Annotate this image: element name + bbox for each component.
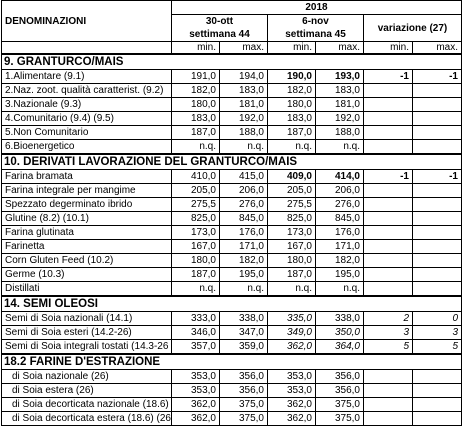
- week45-min-cell: n.q.: [268, 282, 316, 297]
- row-label: di Soia decorticata nazionale (18.6): [2, 398, 172, 412]
- week45-max-cell: 192,0: [316, 112, 364, 126]
- week45-min-cell: 173,0: [268, 226, 316, 240]
- week44-min-cell: 187,0: [172, 268, 220, 282]
- week44-min-cell: 362,0: [172, 412, 220, 426]
- week44-min-cell: 191,0: [172, 70, 220, 84]
- variazione-min-cell: [364, 212, 413, 226]
- week45-min-cell: 362,0: [268, 398, 316, 412]
- variazione-min-cell: [364, 198, 413, 212]
- week44-max-cell: 338,0: [220, 312, 268, 326]
- section-title: 14. SEMI OLEOSI: [2, 296, 462, 312]
- week44-min-cell: 275,5: [172, 198, 220, 212]
- week45-min-cell: 349,0: [268, 326, 316, 340]
- date-week45: 6-nov: [268, 15, 364, 29]
- row-label: Farinetta: [2, 240, 172, 254]
- week45-max-cell: 206,0: [316, 184, 364, 198]
- week44-min-cell: 167,0: [172, 240, 220, 254]
- table-row: [2, 198, 462, 212]
- variazione-min-cell: [364, 282, 413, 297]
- week45-min-cell: 167,0: [268, 240, 316, 254]
- variazione-min-cell: -1: [364, 70, 413, 84]
- week45-min-cell: n.q.: [268, 140, 316, 155]
- table-row: [2, 170, 462, 184]
- week45-max-cell: 364,0: [316, 340, 364, 355]
- row-label: 4.Comunitario (9.4) (9.5): [2, 112, 172, 126]
- variazione-min-cell: [364, 126, 413, 140]
- min-label: min.: [268, 42, 316, 55]
- variazione-min-cell: [364, 240, 413, 254]
- week45-max-cell: n.q.: [316, 282, 364, 297]
- date-week44: 30-ott: [172, 15, 268, 29]
- table-row: [2, 112, 462, 126]
- week44-min-cell: 173,0: [172, 226, 220, 240]
- table-row: [2, 240, 462, 254]
- week45-max-cell: 188,0: [316, 126, 364, 140]
- variazione-min-cell: 5: [364, 340, 413, 355]
- row-label: Farina bramata: [2, 170, 172, 184]
- section-header-row: [2, 354, 462, 370]
- variazione-max-cell: [413, 282, 462, 297]
- year-header: 2018: [172, 1, 462, 15]
- variazione-max-cell: [413, 398, 462, 412]
- table-row: [2, 226, 462, 240]
- week44-min-cell: 357,0: [172, 340, 220, 355]
- table-row: [2, 412, 462, 426]
- row-label: 1.Alimentare (9.1): [2, 70, 172, 84]
- variazione-min-cell: 2: [364, 312, 413, 326]
- week45-max-cell: 338,0: [316, 312, 364, 326]
- row-label: di Soia estera (26): [2, 384, 172, 398]
- week45-label: settimana 45: [268, 28, 364, 42]
- week45-min-cell: 183,0: [268, 112, 316, 126]
- table-row: [2, 340, 462, 355]
- week45-max-cell: 181,0: [316, 98, 364, 112]
- week44-max-cell: 194,0: [220, 70, 268, 84]
- week44-min-cell: 183,0: [172, 112, 220, 126]
- variazione-max-cell: [413, 84, 462, 98]
- week44-max-cell: 176,0: [220, 226, 268, 240]
- week45-min-cell: 362,0: [268, 340, 316, 355]
- week44-min-cell: 187,0: [172, 126, 220, 140]
- week45-max-cell: 176,0: [316, 226, 364, 240]
- variazione-min-cell: [364, 398, 413, 412]
- variazione-max-cell: [413, 198, 462, 212]
- section-title: 9. GRANTURCO/MAIS: [2, 54, 462, 70]
- week45-min-cell: 187,0: [268, 268, 316, 282]
- week45-min-cell: 180,0: [268, 98, 316, 112]
- week44-max-cell: 181,0: [220, 98, 268, 112]
- variazione-max-cell: [413, 98, 462, 112]
- table-row: [2, 268, 462, 282]
- week45-min-cell: 187,0: [268, 126, 316, 140]
- variazione-max-cell: -1: [413, 70, 462, 84]
- week45-max-cell: 356,0: [316, 384, 364, 398]
- row-label: 2.Naz. zoot. qualità caratterist. (9.2): [2, 84, 172, 98]
- week45-max-cell: 195,0: [316, 268, 364, 282]
- row-label: Germe (10.3): [2, 268, 172, 282]
- week45-max-cell: 356,0: [316, 370, 364, 384]
- variazione-min-cell: [364, 140, 413, 155]
- table-row: [2, 126, 462, 140]
- variazione-max-cell: -1: [413, 170, 462, 184]
- week44-min-cell: n.q.: [172, 140, 220, 155]
- variazione-min-cell: [364, 226, 413, 240]
- row-label: di Soia nazionale (26): [2, 370, 172, 384]
- week44-min-cell: 410,0: [172, 170, 220, 184]
- week45-min-cell: 190,0: [268, 70, 316, 84]
- week44-max-cell: 415,0: [220, 170, 268, 184]
- row-label: 3.Nazionale (9.3): [2, 98, 172, 112]
- variazione-max-cell: 3: [413, 326, 462, 340]
- table-row: [2, 184, 462, 198]
- variazione-max-cell: [413, 140, 462, 155]
- week44-max-cell: 347,0: [220, 326, 268, 340]
- variazione-min-cell: [364, 184, 413, 198]
- week44-min-cell: 182,0: [172, 84, 220, 98]
- table-row: [2, 254, 462, 268]
- week45-min-cell: 409,0: [268, 170, 316, 184]
- week45-min-cell: 353,0: [268, 370, 316, 384]
- variazione-min-cell: [364, 254, 413, 268]
- row-label: Semi di Soia integrali tostati (14.3-26: [2, 340, 172, 355]
- denominazioni-header: DENOMINAZIONI: [2, 1, 172, 42]
- variazione-min-cell: [364, 412, 413, 426]
- variazione-max-cell: [413, 412, 462, 426]
- week45-min-cell: 353,0: [268, 384, 316, 398]
- week45-max-cell: 845,0: [316, 212, 364, 226]
- min-label: min.: [172, 42, 220, 55]
- table-row: [2, 282, 462, 297]
- week44-max-cell: 375,0: [220, 412, 268, 426]
- table-row: [2, 212, 462, 226]
- week45-max-cell: 182,0: [316, 254, 364, 268]
- week45-max-cell: 193,0: [316, 70, 364, 84]
- week45-max-cell: 183,0: [316, 84, 364, 98]
- week44-max-cell: 183,0: [220, 84, 268, 98]
- table-row: [2, 384, 462, 398]
- variazione-min-cell: -1: [364, 170, 413, 184]
- week44-min-cell: n.q.: [172, 282, 220, 297]
- table-row: [2, 84, 462, 98]
- section-header-row: [2, 296, 462, 312]
- week44-min-cell: 362,0: [172, 398, 220, 412]
- row-label: Semi di Soia nazionali (14.1): [2, 312, 172, 326]
- variazione-min-cell: [364, 112, 413, 126]
- section-title: 18.2 FARINE D'ESTRAZIONE: [2, 354, 462, 370]
- price-table: [1, 0, 462, 426]
- week45-max-cell: 375,0: [316, 412, 364, 426]
- minmax-spacer: [2, 42, 172, 55]
- variazione-max-cell: [413, 384, 462, 398]
- section-header-row: [2, 154, 462, 170]
- week44-max-cell: 356,0: [220, 370, 268, 384]
- week45-min-cell: 362,0: [268, 412, 316, 426]
- week44-max-cell: n.q.: [220, 140, 268, 155]
- week45-min-cell: 825,0: [268, 212, 316, 226]
- week44-min-cell: 333,0: [172, 312, 220, 326]
- week45-max-cell: 375,0: [316, 398, 364, 412]
- table-row: [2, 98, 462, 112]
- variazione-max-cell: [413, 370, 462, 384]
- row-label: Spezzato degerminato ibrido: [2, 198, 172, 212]
- week44-min-cell: 353,0: [172, 370, 220, 384]
- week45-max-cell: n.q.: [316, 140, 364, 155]
- week44-min-cell: 353,0: [172, 384, 220, 398]
- table-body: [2, 54, 462, 426]
- week44-min-cell: 180,0: [172, 98, 220, 112]
- section-header-row: [2, 54, 462, 70]
- row-label: 5.Non Comunitario: [2, 126, 172, 140]
- variazione-header: variazione (27): [364, 15, 462, 42]
- week45-min-cell: 182,0: [268, 84, 316, 98]
- min-label: min.: [364, 42, 413, 55]
- variazione-min-cell: [364, 384, 413, 398]
- table-row: [2, 312, 462, 326]
- section-title: 10. DERIVATI LAVORAZIONE DEL GRANTURCO/MAIS: [2, 154, 462, 170]
- week44-min-cell: 825,0: [172, 212, 220, 226]
- row-label: Distillati: [2, 282, 172, 297]
- variazione-min-cell: [364, 98, 413, 112]
- week44-max-cell: 171,0: [220, 240, 268, 254]
- table-row: [2, 140, 462, 155]
- variazione-max-cell: 0: [413, 312, 462, 326]
- week44-max-cell: 276,0: [220, 198, 268, 212]
- week45-max-cell: 350,0: [316, 326, 364, 340]
- week44-min-cell: 180,0: [172, 254, 220, 268]
- week44-max-cell: 206,0: [220, 184, 268, 198]
- week44-min-cell: 205,0: [172, 184, 220, 198]
- table-row: [2, 398, 462, 412]
- week45-max-cell: 171,0: [316, 240, 364, 254]
- week44-max-cell: 192,0: [220, 112, 268, 126]
- week44-max-cell: 188,0: [220, 126, 268, 140]
- variazione-max-cell: [413, 112, 462, 126]
- variazione-max-cell: [413, 240, 462, 254]
- week45-max-cell: 276,0: [316, 198, 364, 212]
- variazione-min-cell: 3: [364, 326, 413, 340]
- week44-max-cell: 356,0: [220, 384, 268, 398]
- week44-max-cell: 359,0: [220, 340, 268, 355]
- variazione-max-cell: [413, 268, 462, 282]
- variazione-max-cell: [413, 254, 462, 268]
- week45-min-cell: 335,0: [268, 312, 316, 326]
- variazione-min-cell: [364, 268, 413, 282]
- row-label: Farina integrale per mangime: [2, 184, 172, 198]
- week44-max-cell: 182,0: [220, 254, 268, 268]
- table-row: [2, 370, 462, 384]
- week45-min-cell: 205,0: [268, 184, 316, 198]
- week44-max-cell: 845,0: [220, 212, 268, 226]
- variazione-max-cell: [413, 212, 462, 226]
- variazione-min-cell: [364, 370, 413, 384]
- table-row: [2, 326, 462, 340]
- row-label: Glutine (8.2) (10.1): [2, 212, 172, 226]
- table-row: [2, 70, 462, 84]
- row-label: 6.Bioenergetico: [2, 140, 172, 155]
- max-label: max.: [220, 42, 268, 55]
- max-label: max.: [316, 42, 364, 55]
- max-label: max.: [413, 42, 462, 55]
- row-label: Semi di Soia esteri (14.2-26): [2, 326, 172, 340]
- row-label: di Soia decorticata estera (18.6) (26: [2, 412, 172, 426]
- week44-max-cell: 195,0: [220, 268, 268, 282]
- week45-min-cell: 180,0: [268, 254, 316, 268]
- week44-min-cell: 346,0: [172, 326, 220, 340]
- week45-min-cell: 275,5: [268, 198, 316, 212]
- variazione-max-cell: [413, 126, 462, 140]
- variazione-min-cell: [364, 84, 413, 98]
- variazione-max-cell: 5: [413, 340, 462, 355]
- variazione-max-cell: [413, 184, 462, 198]
- week44-max-cell: n.q.: [220, 282, 268, 297]
- week45-max-cell: 414,0: [316, 170, 364, 184]
- week44-label: settimana 44: [172, 28, 268, 42]
- row-label: Farina glutinata: [2, 226, 172, 240]
- variazione-max-cell: [413, 226, 462, 240]
- week44-max-cell: 375,0: [220, 398, 268, 412]
- row-label: Corn Gluten Feed (10.2): [2, 254, 172, 268]
